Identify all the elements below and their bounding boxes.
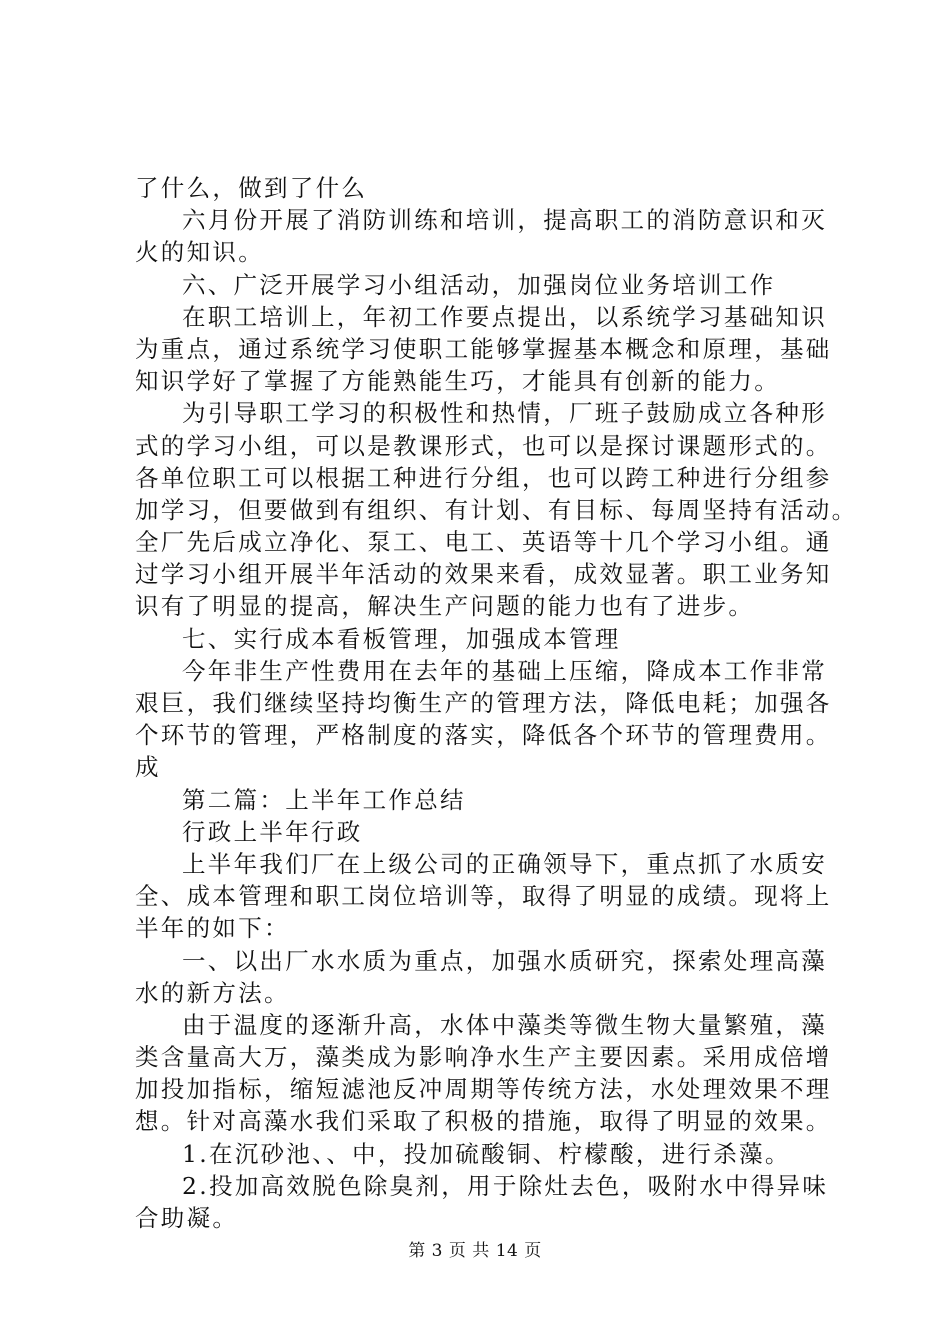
text-line: 由于温度的逐渐升高，水体中藻类等微生物大量繁殖，藻	[182, 1010, 827, 1039]
text-line: 个环节的管理，严格制度的落实，降低各个环节的管理费用。	[135, 721, 832, 750]
list-item: 2.投加高效脱色除臭剂，用于除灶去色，吸附水中得异味	[182, 1171, 829, 1200]
text-line: 成	[135, 753, 161, 782]
document-body	[135, 172, 858, 1234]
text-line: 式的学习小组，可以是教课形式，也可以是探讨课题形式的。	[135, 431, 832, 460]
text-line: 艰巨，我们继续坚持均衡生产的管理方法，降低电耗；加强各	[135, 689, 832, 717]
text-line: 知识学好了掌握了方能熟能生巧，才能具有创新的能力。	[135, 367, 780, 396]
text-line: 加投加指标，缩短滤池反冲周期等传统方法，水处理效果不理	[135, 1075, 832, 1104]
chapter-heading: 第二篇：上半年工作总结	[182, 785, 466, 814]
section-heading: 一、以出厂水水质为重点，加强水质研究，探索处理高藻	[182, 946, 827, 975]
text-line: 各单位职工可以根据工种进行分组，也可以跨工种进行分组参	[135, 463, 832, 492]
text-line: 加学习，但要做到有组织、有计划、有目标、每周坚持有活动。	[135, 495, 858, 524]
text-line: 合助凝。	[135, 1204, 239, 1232]
text-line: 上半年我们厂在上级公司的正确领导下，重点抓了水质安	[182, 849, 827, 878]
text-line: 类含量高大万，藻类成为影响净水生产主要因素。采用成倍增	[135, 1043, 832, 1072]
text-line: 了什么，做到了什么	[135, 174, 368, 202]
page-footer: 第 3 页 共 14 页	[408, 1241, 542, 1261]
text-line: 火的知识。	[135, 238, 264, 267]
text-line: 半年的如下：	[135, 914, 290, 943]
text-line: 今年非生产性费用在去年的基础上压缩，降成本工作非常	[182, 656, 827, 685]
text-line: 水的新方法。	[135, 978, 290, 1007]
text-line: 六月份开展了消防训练和培训，提高职工的消防意识和灭	[182, 206, 827, 235]
text-line: 想。针对高藻水我们采取了积极的措施，取得了明显的效果。	[135, 1107, 832, 1136]
section-heading: 六、广泛开展学习小组活动，加强岗位业务培训工作	[182, 270, 776, 299]
text-line: 全、成本管理和职工岗位培训等，取得了明显的成绩。现将上	[135, 882, 832, 911]
section-heading: 七、实行成本看板管理，加强成本管理	[182, 624, 621, 653]
text-line: 为重点，通过系统学习使职工能够掌握基本概念和原理，基础	[135, 334, 832, 363]
text-line: 行政上半年行政	[182, 817, 363, 846]
list-item: 1.在沉砂池、、中，投加硫酸铜、柠檬酸，进行杀藻。	[182, 1139, 791, 1168]
text-line: 在职工培训上，年初工作要点提出，以系统学习基础知识	[182, 302, 827, 331]
text-line: 为引导职工学习的积极性和热情，厂班子鼓励成立各种形	[182, 399, 827, 428]
text-line: 全厂先后成立净化、泵工、电工、英语等十几个学习小组。通	[135, 528, 832, 557]
text-line: 过学习小组开展半年活动的效果来看，成效显著。职工业务知	[135, 560, 832, 589]
text-line: 识有了明显的提高，解决生产问题的能力也有了进步。	[135, 592, 755, 621]
